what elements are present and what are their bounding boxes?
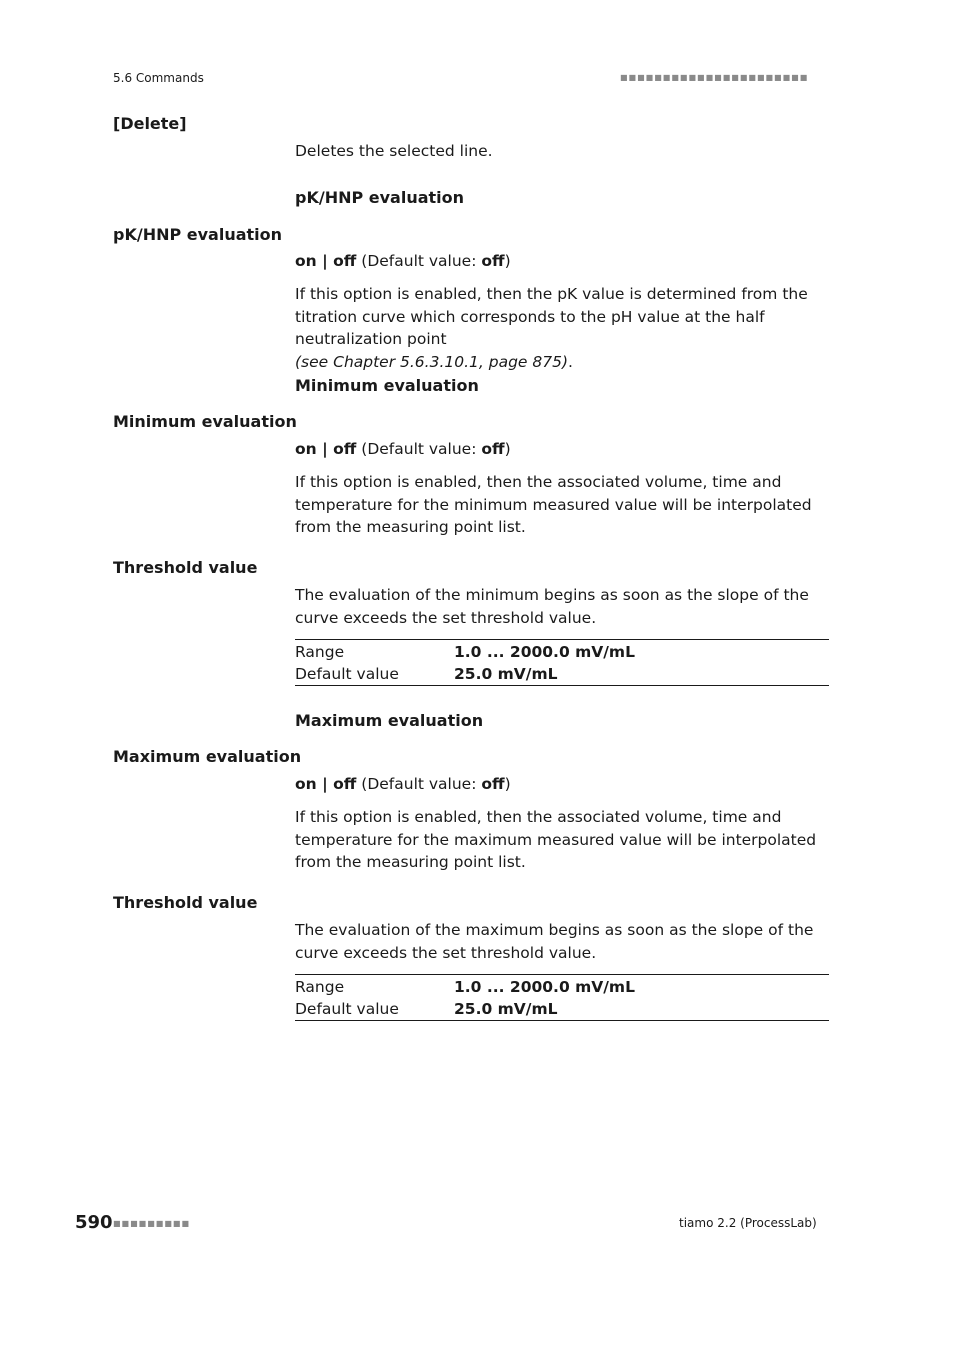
maximum-threshold-param-table — [295, 974, 829, 1021]
pk-label: pK/HNP evaluation — [113, 225, 283, 244]
maximum-option-values: on | off — [295, 775, 357, 793]
page-number: 590 — [75, 1212, 113, 1233]
minimum-threshold-label: Threshold value — [113, 558, 258, 577]
pk-option-default-prefix: (Default value: — [356, 252, 482, 270]
param-key-default: Default value — [295, 1000, 399, 1018]
footer-decoration: ■■■■■■■■■ — [113, 1219, 191, 1228]
maximum-option-line — [295, 775, 511, 793]
minimum-option-line — [295, 440, 511, 458]
pk-chapter-reference[interactable]: (see Chapter 5.6.3.10.1, page 875) — [295, 352, 569, 371]
param-value-default: 25.0 mV/mL — [454, 1000, 558, 1018]
footer-product: tiamo 2.2 (ProcessLab) — [679, 1216, 817, 1230]
header-decoration: ■■■■■■■■■■■■■■■■■■■■■■ — [620, 73, 809, 82]
pk-period: . — [568, 352, 573, 371]
param-row-default — [295, 998, 829, 1020]
maximum-threshold-label: Threshold value — [113, 893, 258, 912]
minimum-option-values: on | off — [295, 440, 357, 458]
param-key-default: Default value — [295, 665, 399, 683]
maximum-option-suffix: ) — [504, 775, 511, 793]
maximum-threshold-description: The evaluation of the maximum begins as soon as the slope of the curve exceeds the set threshold value. — [295, 921, 814, 962]
minimum-option-default-prefix: (Default value: — [356, 440, 482, 458]
minimum-threshold-description: The evaluation of the minimum begins as soon as the slope of the curve exceeds the set threshold value. — [295, 586, 809, 627]
pk-option-default: off — [481, 252, 505, 270]
param-row-range — [295, 641, 829, 663]
minimum-option-suffix: ) — [504, 440, 511, 458]
param-value-default: 25.0 mV/mL — [454, 665, 558, 683]
pk-description-text: If this option is enabled, then the pK value is determined from the titration curve which corresponds to the pH value at the half neutralization point — [295, 285, 808, 348]
maximum-heading: Maximum evaluation — [295, 711, 484, 730]
minimum-threshold-param-table — [295, 639, 829, 686]
pk-option-suffix: ) — [504, 252, 511, 270]
param-row-range — [295, 976, 829, 998]
running-header-section: 5.6 Commands — [113, 71, 204, 85]
param-key-range: Range — [295, 643, 345, 661]
maximum-option-default: off — [481, 775, 505, 793]
minimum-description: If this option is enabled, then the associated volume, time and temperature for the minimum measured value will be interpolated from the measuring point list. — [295, 473, 812, 536]
delete-label: [Delete] — [113, 114, 187, 133]
param-key-range: Range — [295, 978, 345, 996]
delete-description: Deletes the selected line. — [295, 142, 493, 160]
pk-description — [295, 283, 835, 373]
maximum-description: If this option is enabled, then the associated volume, time and temperature for the maximum measured value will be interpolated from the measuring point list. — [295, 808, 817, 871]
minimum-option-default: off — [481, 440, 505, 458]
param-value-range: 1.0 ... 2000.0 mV/mL — [454, 978, 635, 996]
minimum-heading: Minimum evaluation — [295, 376, 479, 395]
pk-heading: pK/HNP evaluation — [295, 188, 465, 207]
pk-option-line — [295, 252, 511, 270]
maximum-label: Maximum evaluation — [113, 747, 302, 766]
param-row-default — [295, 663, 829, 685]
maximum-option-default-prefix: (Default value: — [356, 775, 482, 793]
param-value-range: 1.0 ... 2000.0 mV/mL — [454, 643, 635, 661]
minimum-label: Minimum evaluation — [113, 412, 297, 431]
pk-option-values: on | off — [295, 252, 357, 270]
